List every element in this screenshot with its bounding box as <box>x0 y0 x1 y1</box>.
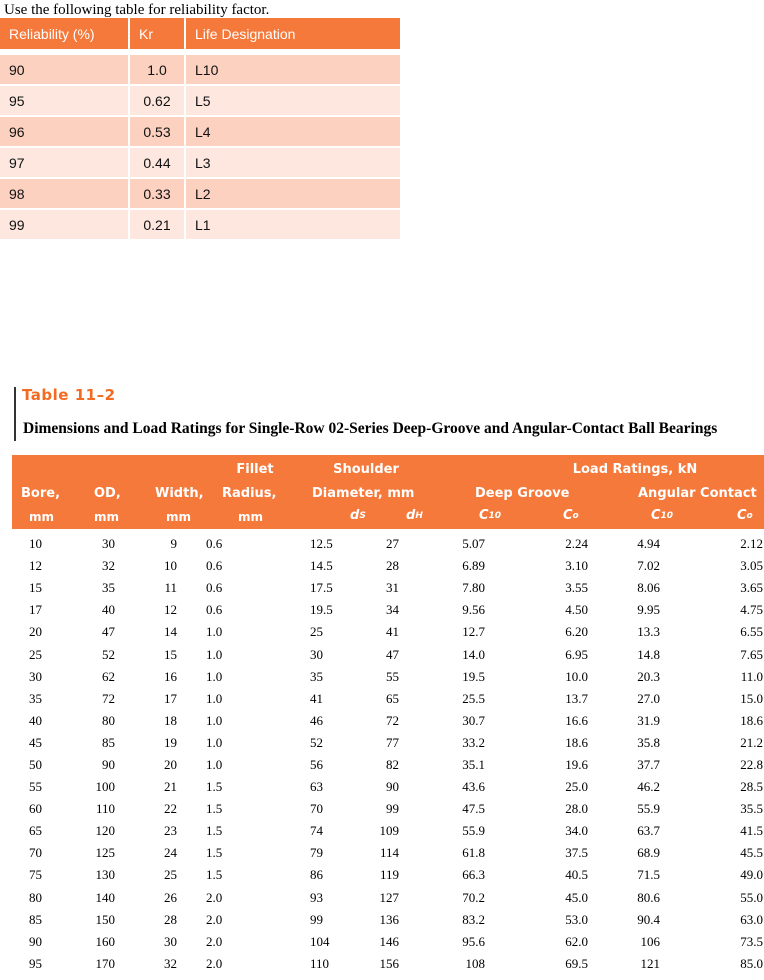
deep-c0-cell: 6.20 <box>565 624 588 640</box>
angular-c10-cell: 9.95 <box>637 602 660 618</box>
deep-c10-cell: 19.5 <box>462 668 485 684</box>
width-cell: 14 <box>164 624 177 640</box>
dh-cell: 109 <box>379 823 399 839</box>
ds-cell: 41 <box>310 690 323 706</box>
header-angular-contact: Angular Contact <box>638 486 757 501</box>
deep-c10-cell: 25.5 <box>462 690 485 706</box>
ds-cell: 30 <box>310 646 323 662</box>
ds-cell: 99 <box>310 911 323 927</box>
angular-c0-cell: 15.0 <box>740 690 763 706</box>
fillet-cell: 1.5 <box>206 779 223 795</box>
dh-cell: 127 <box>379 889 399 905</box>
table-row <box>12 688 764 710</box>
header-deep-c0: C o <box>563 508 579 523</box>
deep-c0-cell: 34.0 <box>565 823 588 839</box>
angular-c0-cell: 2.12 <box>740 536 763 552</box>
reliability-cell: 95 <box>0 85 129 116</box>
width-cell: 25 <box>164 867 177 883</box>
table-row <box>12 864 764 886</box>
dh-cell: 156 <box>379 955 399 971</box>
fillet-cell: 1.0 <box>206 712 223 728</box>
table-row <box>12 533 764 555</box>
deep-c0-cell: 28.0 <box>565 801 588 817</box>
deep-c0-cell: 3.55 <box>565 580 588 596</box>
dh-cell: 34 <box>386 602 399 618</box>
angular-c10-cell: 121 <box>640 955 660 971</box>
deep-c0-cell: 10.0 <box>565 668 588 684</box>
table-number: Table 11–2 <box>22 386 116 404</box>
angular-c0-cell: 63.0 <box>740 911 763 927</box>
bore-cell: 35 <box>29 690 42 706</box>
dh-cell: 114 <box>379 845 399 861</box>
kr-cell: 0.53 <box>129 116 185 147</box>
ds-cell: 12.5 <box>310 536 333 552</box>
header-dh: d H <box>406 508 423 523</box>
angular-c10-cell: 63.7 <box>637 823 660 839</box>
angular-c0-cell: 49.0 <box>740 867 763 883</box>
reliability-cell: 97 <box>0 147 129 178</box>
ds-cell: 70 <box>310 801 323 817</box>
angular-c0-cell: 28.5 <box>740 779 763 795</box>
angular-c0-cell: 22.8 <box>740 756 763 772</box>
deep-c0-cell: 53.0 <box>565 911 588 927</box>
reliability-body <box>0 49 400 239</box>
bore-cell: 80 <box>29 889 42 905</box>
deep-c10-cell: 108 <box>465 955 485 971</box>
intro-text: Use the following table for reliability factor. <box>4 2 270 18</box>
od-cell: 85 <box>102 734 115 750</box>
width-cell: 28 <box>164 911 177 927</box>
od-cell: 72 <box>102 690 115 706</box>
ds-cell: 104 <box>310 933 330 949</box>
angular-c0-cell: 35.5 <box>740 801 763 817</box>
deep-c0-cell: 19.6 <box>565 756 588 772</box>
fillet-cell: 2.0 <box>206 889 223 905</box>
fillet-cell: 1.0 <box>206 690 223 706</box>
angular-c10-cell: 8.06 <box>637 580 660 596</box>
angular-c0-cell: 73.5 <box>740 933 763 949</box>
angular-c10-cell: 13.3 <box>637 624 660 640</box>
width-cell: 32 <box>164 955 177 971</box>
ds-cell: 52 <box>310 734 323 750</box>
kr-cell: 0.44 <box>129 147 185 178</box>
width-cell: 15 <box>164 646 177 662</box>
dh-cell: 72 <box>386 712 399 728</box>
deep-c0-cell: 16.6 <box>565 712 588 728</box>
angular-c0-cell: 41.5 <box>740 823 763 839</box>
reliability-cell: 90 <box>0 54 129 85</box>
fillet-cell: 1.0 <box>206 646 223 662</box>
header-angular-c0: C o <box>737 508 753 523</box>
dh-cell: 55 <box>386 668 399 684</box>
angular-c0-cell: 55.0 <box>740 889 763 905</box>
ds-cell: 46 <box>310 712 323 728</box>
width-cell: 19 <box>164 734 177 750</box>
table-row <box>12 953 764 975</box>
table-row <box>12 776 764 798</box>
angular-c0-cell: 4.75 <box>740 602 763 618</box>
header-width: Width, <box>155 486 204 501</box>
bore-cell: 30 <box>29 668 42 684</box>
od-cell: 170 <box>95 955 115 971</box>
deep-c0-cell: 2.24 <box>565 536 588 552</box>
bore-cell: 40 <box>29 712 42 728</box>
header-angular-c10: C 10 <box>651 508 674 523</box>
width-cell: 18 <box>164 712 177 728</box>
dh-cell: 119 <box>379 867 399 883</box>
fillet-cell: 0.6 <box>206 536 223 552</box>
dh-cell: 28 <box>386 558 399 574</box>
od-cell: 80 <box>102 712 115 728</box>
dh-cell: 99 <box>386 801 399 817</box>
deep-c0-cell: 25.0 <box>565 779 588 795</box>
bore-cell: 95 <box>29 955 42 971</box>
caption-bar <box>14 387 16 441</box>
bore-cell: 25 <box>29 646 42 662</box>
ds-cell: 74 <box>310 823 323 839</box>
od-cell: 62 <box>102 668 115 684</box>
table-row <box>12 643 764 665</box>
width-cell: 22 <box>164 801 177 817</box>
angular-c10-cell: 55.9 <box>637 801 660 817</box>
bore-cell: 20 <box>29 624 42 640</box>
ds-cell: 63 <box>310 779 323 795</box>
ds-cell: 17.5 <box>310 580 333 596</box>
header-life-designation: Life Designation <box>185 18 400 49</box>
deep-c0-cell: 6.95 <box>565 646 588 662</box>
bore-cell: 60 <box>29 801 42 817</box>
kr-cell: 1.0 <box>129 54 185 85</box>
header-deep-groove: Deep Groove <box>475 486 570 501</box>
reliability-cell: 98 <box>0 178 129 209</box>
deep-c10-cell: 70.2 <box>462 889 485 905</box>
width-cell: 9 <box>170 536 177 552</box>
angular-c0-cell: 45.5 <box>740 845 763 861</box>
angular-c0-cell: 6.55 <box>740 624 763 640</box>
deep-c10-cell: 66.3 <box>462 867 485 883</box>
reliability-cell: 99 <box>0 209 129 239</box>
angular-c10-cell: 80.6 <box>637 889 660 905</box>
deep-c10-cell: 47.5 <box>462 801 485 817</box>
fillet-cell: 1.5 <box>206 867 223 883</box>
header-kr: Kr <box>129 18 185 49</box>
header-od: OD, <box>94 486 121 501</box>
reliability-cell: 96 <box>0 116 129 147</box>
angular-c10-cell: 71.5 <box>637 867 660 883</box>
table-row <box>12 820 764 842</box>
table-row <box>12 754 764 776</box>
table-row <box>0 85 400 116</box>
angular-c0-cell: 11.0 <box>740 668 763 684</box>
table-row <box>0 116 400 147</box>
deep-c10-cell: 9.56 <box>462 602 485 618</box>
dh-cell: 31 <box>386 580 399 596</box>
table-row <box>12 621 764 643</box>
table-row <box>12 577 764 599</box>
ds-cell: 19.5 <box>310 602 333 618</box>
angular-c10-cell: 106 <box>640 933 660 949</box>
table-row <box>0 147 400 178</box>
width-cell: 30 <box>164 933 177 949</box>
table-row <box>12 599 764 621</box>
header-ds: d S <box>350 508 366 523</box>
od-cell: 35 <box>102 580 115 596</box>
od-cell: 40 <box>102 602 115 618</box>
dh-cell: 82 <box>386 756 399 772</box>
od-cell: 100 <box>95 779 115 795</box>
angular-c10-cell: 68.9 <box>637 845 660 861</box>
od-cell: 110 <box>95 801 115 817</box>
deep-c0-cell: 37.5 <box>565 845 588 861</box>
bearing-table-header: Fillet Shoulder Load Ratings, kN Bore, OD, Width, Radius, Diameter, mm Deep Groove Angular Contact mm mm mm mm d S d H C 10 C o C 10 C o <box>12 455 764 529</box>
life-designation-cell: L5 <box>185 85 400 116</box>
table-row <box>12 842 764 864</box>
table-row <box>12 555 764 577</box>
kr-cell: 0.33 <box>129 178 185 209</box>
kr-cell: 0.62 <box>129 85 185 116</box>
deep-c10-cell: 83.2 <box>462 911 485 927</box>
width-cell: 10 <box>164 558 177 574</box>
angular-c10-cell: 37.7 <box>637 756 660 772</box>
bore-cell: 12 <box>29 558 42 574</box>
deep-c10-cell: 7.80 <box>462 580 485 596</box>
bore-cell: 90 <box>29 933 42 949</box>
angular-c0-cell: 7.65 <box>740 646 763 662</box>
bore-cell: 10 <box>29 536 42 552</box>
angular-c10-cell: 35.8 <box>637 734 660 750</box>
angular-c10-cell: 7.02 <box>637 558 660 574</box>
deep-c10-cell: 12.7 <box>462 624 485 640</box>
table-row <box>0 54 400 85</box>
deep-c10-cell: 33.2 <box>462 734 485 750</box>
reliability-table <box>0 18 400 239</box>
angular-c0-cell: 3.05 <box>740 558 763 574</box>
deep-c10-cell: 35.1 <box>462 756 485 772</box>
deep-c10-cell: 61.8 <box>462 845 485 861</box>
dh-cell: 27 <box>386 536 399 552</box>
fillet-cell: 1.0 <box>206 668 223 684</box>
deep-c0-cell: 18.6 <box>565 734 588 750</box>
deep-c0-cell: 13.7 <box>565 690 588 706</box>
dh-cell: 65 <box>386 690 399 706</box>
angular-c10-cell: 20.3 <box>637 668 660 684</box>
fillet-cell: 2.0 <box>206 955 223 971</box>
dh-cell: 146 <box>379 933 399 949</box>
unit-fillet: mm <box>238 510 264 524</box>
life-designation-cell: L3 <box>185 147 400 178</box>
width-cell: 11 <box>164 580 177 596</box>
fillet-cell: 1.0 <box>206 756 223 772</box>
ds-cell: 93 <box>310 889 323 905</box>
unit-od: mm <box>94 510 120 524</box>
deep-c10-cell: 55.9 <box>462 823 485 839</box>
deep-c10-cell: 43.6 <box>462 779 485 795</box>
dh-cell: 77 <box>386 734 399 750</box>
deep-c10-cell: 95.6 <box>462 933 485 949</box>
fillet-cell: 2.0 <box>206 933 223 949</box>
dh-cell: 136 <box>379 911 399 927</box>
od-cell: 150 <box>95 911 115 927</box>
dh-cell: 41 <box>386 624 399 640</box>
reliability-header-row <box>0 18 400 49</box>
dh-cell: 47 <box>386 646 399 662</box>
od-cell: 140 <box>95 889 115 905</box>
od-cell: 52 <box>102 646 115 662</box>
angular-c10-cell: 27.0 <box>637 690 660 706</box>
deep-c10-cell: 30.7 <box>462 712 485 728</box>
od-cell: 30 <box>102 536 115 552</box>
fillet-cell: 1.0 <box>206 734 223 750</box>
bore-cell: 55 <box>29 779 42 795</box>
deep-c10-cell: 6.89 <box>462 558 485 574</box>
angular-c10-cell: 14.8 <box>637 646 660 662</box>
fillet-cell: 1.5 <box>206 801 223 817</box>
angular-c10-cell: 4.94 <box>637 536 660 552</box>
unit-width: mm <box>166 510 192 524</box>
fillet-cell: 0.6 <box>206 558 223 574</box>
deep-c0-cell: 4.50 <box>565 602 588 618</box>
fillet-cell: 0.6 <box>206 602 223 618</box>
ds-cell: 14.5 <box>310 558 333 574</box>
od-cell: 125 <box>95 845 115 861</box>
deep-c0-cell: 62.0 <box>565 933 588 949</box>
table-row <box>12 798 764 820</box>
deep-c0-cell: 3.10 <box>565 558 588 574</box>
angular-c0-cell: 21.2 <box>740 734 763 750</box>
od-cell: 32 <box>102 558 115 574</box>
table-row <box>12 666 764 688</box>
od-cell: 160 <box>95 933 115 949</box>
dh-cell: 90 <box>386 779 399 795</box>
ds-cell: 35 <box>310 668 323 684</box>
bore-cell: 15 <box>29 580 42 596</box>
life-designation-cell: L4 <box>185 116 400 147</box>
unit-bore: mm <box>29 510 55 524</box>
kr-cell: 0.21 <box>129 209 185 239</box>
table-row <box>12 732 764 754</box>
width-cell: 26 <box>164 889 177 905</box>
od-cell: 47 <box>102 624 115 640</box>
bore-cell: 45 <box>29 734 42 750</box>
angular-c10-cell: 31.9 <box>637 712 660 728</box>
header-fillet-radius: Radius, <box>222 486 277 501</box>
fillet-cell: 0.6 <box>206 580 223 596</box>
fillet-cell: 2.0 <box>206 911 223 927</box>
table-row <box>12 909 764 931</box>
table-row <box>0 178 400 209</box>
width-cell: 12 <box>164 602 177 618</box>
bore-cell: 75 <box>29 867 42 883</box>
width-cell: 20 <box>164 756 177 772</box>
header-shoulder-diameter: Diameter, mm <box>312 486 415 501</box>
deep-c10-cell: 5.07 <box>462 536 485 552</box>
header-reliability: Reliability (%) <box>0 18 129 49</box>
width-cell: 24 <box>164 845 177 861</box>
angular-c0-cell: 18.6 <box>740 712 763 728</box>
table-row <box>12 931 764 953</box>
ds-cell: 25 <box>310 624 323 640</box>
table-row <box>12 710 764 732</box>
ds-cell: 79 <box>310 845 323 861</box>
angular-c0-cell: 85.0 <box>740 955 763 971</box>
angular-c0-cell: 3.65 <box>740 580 763 596</box>
ds-cell: 110 <box>310 955 330 971</box>
ds-cell: 86 <box>310 867 323 883</box>
table-title: Dimensions and Load Ratings for Single-Row 02-Series Deep-Groove and Angular-Contact Ball Bearings <box>23 420 718 437</box>
bore-cell: 17 <box>29 602 42 618</box>
life-designation-cell: L2 <box>185 178 400 209</box>
bearing-data-table <box>12 533 764 975</box>
od-cell: 90 <box>102 756 115 772</box>
fillet-cell: 1.5 <box>206 823 223 839</box>
ds-cell: 56 <box>310 756 323 772</box>
width-cell: 16 <box>164 668 177 684</box>
life-designation-cell: L10 <box>185 54 400 85</box>
bore-cell: 65 <box>29 823 42 839</box>
angular-c10-cell: 90.4 <box>637 911 660 927</box>
od-cell: 120 <box>95 823 115 839</box>
width-cell: 17 <box>164 690 177 706</box>
fillet-cell: 1.0 <box>206 624 223 640</box>
od-cell: 130 <box>95 867 115 883</box>
deep-c0-cell: 45.0 <box>565 889 588 905</box>
deep-c0-cell: 40.5 <box>565 867 588 883</box>
bore-cell: 70 <box>29 845 42 861</box>
deep-c10-cell: 14.0 <box>462 646 485 662</box>
header-bore: Bore, <box>21 486 61 501</box>
angular-c10-cell: 46.2 <box>637 779 660 795</box>
table-row <box>0 209 400 239</box>
bore-cell: 85 <box>29 911 42 927</box>
table-row <box>12 887 764 909</box>
deep-c0-cell: 69.5 <box>565 955 588 971</box>
bearing-data-body <box>12 533 764 975</box>
fillet-cell: 1.5 <box>206 845 223 861</box>
width-cell: 21 <box>164 779 177 795</box>
header-deep-c10: C 10 <box>479 508 502 523</box>
life-designation-cell: L1 <box>185 209 400 239</box>
width-cell: 23 <box>164 823 177 839</box>
bore-cell: 50 <box>29 756 42 772</box>
